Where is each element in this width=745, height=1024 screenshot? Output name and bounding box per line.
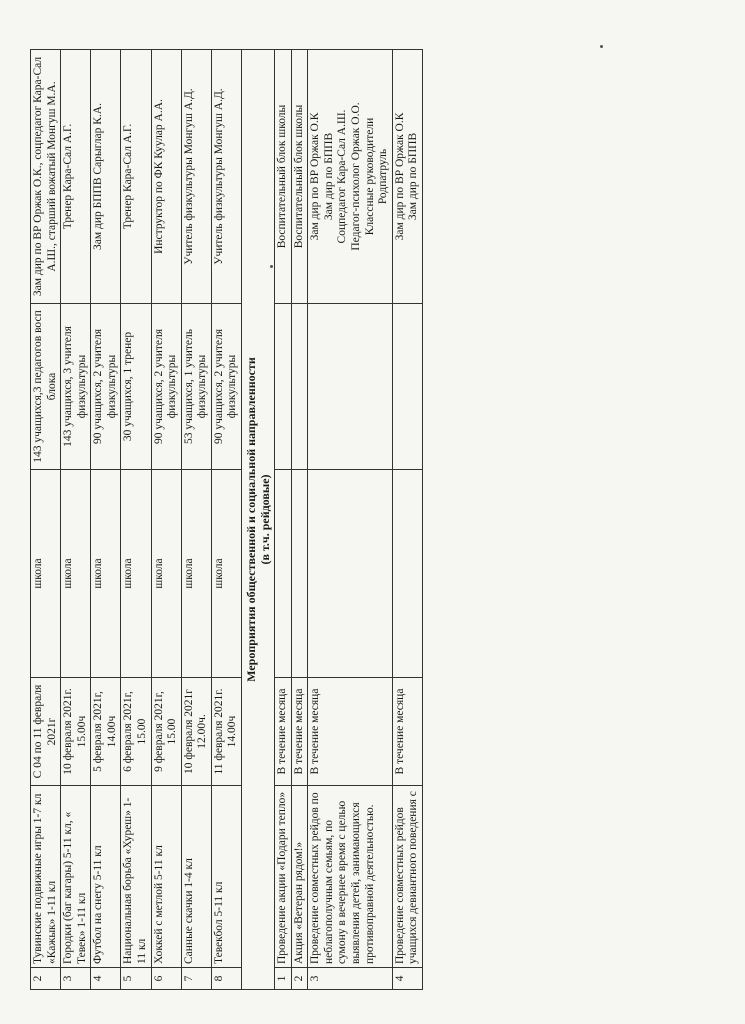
event-date: 11 февраля 2021г. 14.00ч bbox=[211, 678, 241, 786]
event-place: школа bbox=[91, 470, 121, 678]
rotated-table-container bbox=[30, 50, 730, 990]
event-name: Тувинские подвижные игры 1-7 кл «Кажык» 1-11 кл bbox=[31, 786, 61, 968]
row-number: 3 bbox=[61, 968, 91, 990]
row-number: 3 bbox=[308, 968, 392, 990]
event-participants: 30 учащихся, 1 тренер bbox=[121, 304, 151, 470]
event-responsible: Учитель физкультуры Монгуш А.Д. bbox=[211, 50, 241, 304]
event-participants: 90 учащихся, 2 учителя физкультуры bbox=[91, 304, 121, 470]
section-row bbox=[241, 50, 274, 990]
table-row bbox=[275, 50, 292, 990]
event-responsible: Воспитательный блок школы bbox=[275, 50, 292, 304]
event-place bbox=[275, 470, 292, 678]
row-number: 6 bbox=[151, 968, 181, 990]
event-participants: 143 учащихся,3 педагогов восп блока bbox=[31, 304, 61, 470]
table-row bbox=[61, 50, 91, 990]
row-number: 2 bbox=[291, 968, 308, 990]
event-place: школа bbox=[211, 470, 241, 678]
event-place: школа bbox=[121, 470, 151, 678]
event-name: Городки (баг кагары) 5-11 кл, « Тевек» 1-11 кл bbox=[61, 786, 91, 968]
event-date: 10 февраля 2021г 12.00ч. bbox=[181, 678, 211, 786]
event-responsible: Инструктор по ФК Куулар А.А. bbox=[151, 50, 181, 304]
event-name: Проведение совместных рейдов учащихся девиантного поведения с bbox=[392, 786, 422, 968]
row-number: 8 bbox=[211, 968, 241, 990]
event-name: Футбол на снегу 5-11 кл bbox=[91, 786, 121, 968]
scan-speck bbox=[600, 45, 603, 48]
event-name: Санные скачки 1-4 кл bbox=[181, 786, 211, 968]
row-number: 5 bbox=[121, 968, 151, 990]
table-row bbox=[91, 50, 121, 990]
event-responsible: Зам дир по ВР Оржак О.К., соцпедагог Кара-Сал А.Ш., старший вожатый Монгуш М.А. bbox=[31, 50, 61, 304]
events-bottom-body bbox=[275, 50, 423, 990]
event-participants: 90 учащихся, 2 учителя физкультуры bbox=[151, 304, 181, 470]
event-date: С 04 по 11 февраля 2021г bbox=[31, 678, 61, 786]
event-place bbox=[291, 470, 308, 678]
event-participants bbox=[308, 304, 392, 470]
event-date: 9 февраля 2021г, 15.00 bbox=[151, 678, 181, 786]
event-name: Акция «Ветеран рядом!» bbox=[291, 786, 308, 968]
event-name: Национальная борьба «Хуреш» 1-11 кл bbox=[121, 786, 151, 968]
event-name: Проведение совместных рейдов по неблагополучным семьям, по сумону в вечернее время с целью выявления детей, занимающихся противоправной деятельностью. bbox=[308, 786, 392, 968]
event-participants bbox=[392, 304, 422, 470]
table-row bbox=[151, 50, 181, 990]
event-responsible: Тренер Кара-Сал А.Г. bbox=[121, 50, 151, 304]
events-top-body bbox=[31, 50, 242, 990]
row-number: 7 bbox=[181, 968, 211, 990]
event-responsible: Зам дир БППВ Сарыглар К.А. bbox=[91, 50, 121, 304]
event-responsible: Тренер Кара-Сал А.Г. bbox=[61, 50, 91, 304]
row-number: 1 bbox=[275, 968, 292, 990]
event-participants: 143 учащихся, 3 учителя физкультуры bbox=[61, 304, 91, 470]
event-place: школа bbox=[181, 470, 211, 678]
event-participants bbox=[275, 304, 292, 470]
event-place bbox=[308, 470, 392, 678]
event-place bbox=[392, 470, 422, 678]
table-row bbox=[308, 50, 392, 990]
table-row bbox=[121, 50, 151, 990]
table-row bbox=[31, 50, 61, 990]
event-date: В течение месяца bbox=[392, 678, 422, 786]
row-number: 4 bbox=[91, 968, 121, 990]
section-title: Мероприятия общественной и социальной направленности (в т.ч. рейдовые) bbox=[241, 50, 274, 990]
table-row bbox=[392, 50, 422, 990]
event-place: школа bbox=[61, 470, 91, 678]
event-responsible: Учитель физкультуры Монгуш А.Д. bbox=[181, 50, 211, 304]
event-date: 5 февраля 2021г, 14.00ч bbox=[91, 678, 121, 786]
table-row bbox=[291, 50, 308, 990]
event-name: Хоккей с метлой 5-11 кл bbox=[151, 786, 181, 968]
event-date: 6 февраля 2021г, 15.00 bbox=[121, 678, 151, 786]
event-place: школа bbox=[151, 470, 181, 678]
events-table bbox=[30, 49, 423, 990]
event-participants: 53 учащихся, 1 учитель физкультуры bbox=[181, 304, 211, 470]
row-number: 4 bbox=[392, 968, 422, 990]
event-date: В течение месяца bbox=[291, 678, 308, 786]
event-date: В течение месяца bbox=[308, 678, 392, 786]
event-responsible: Зам дир по ВР Оржак О.К Зам дир по БППВ bbox=[392, 50, 422, 304]
row-number: 2 bbox=[31, 968, 61, 990]
section-header-body bbox=[241, 50, 274, 990]
scan-speck bbox=[270, 265, 273, 268]
event-participants bbox=[291, 304, 308, 470]
event-participants: 90 учащихся, 2 учителя физкультуры bbox=[211, 304, 241, 470]
event-responsible: Зам дир по ВР Оржак О.К Зам дир по БППВ Соцпедагог Кара-Сал А.Ш. Педагог-психолог Оржак О.О. Классные руководители Родпатруль bbox=[308, 50, 392, 304]
event-place: школа bbox=[31, 470, 61, 678]
event-responsible: Воспитательный блок школы bbox=[291, 50, 308, 304]
event-name: Тевекбол 5-11 кл bbox=[211, 786, 241, 968]
event-date: 10 февраля 2021г. 15.00ч bbox=[61, 678, 91, 786]
event-date: В течение месяца bbox=[275, 678, 292, 786]
table-row bbox=[211, 50, 241, 990]
event-name: Проведение акции «Подари тепло» bbox=[275, 786, 292, 968]
table-row bbox=[181, 50, 211, 990]
